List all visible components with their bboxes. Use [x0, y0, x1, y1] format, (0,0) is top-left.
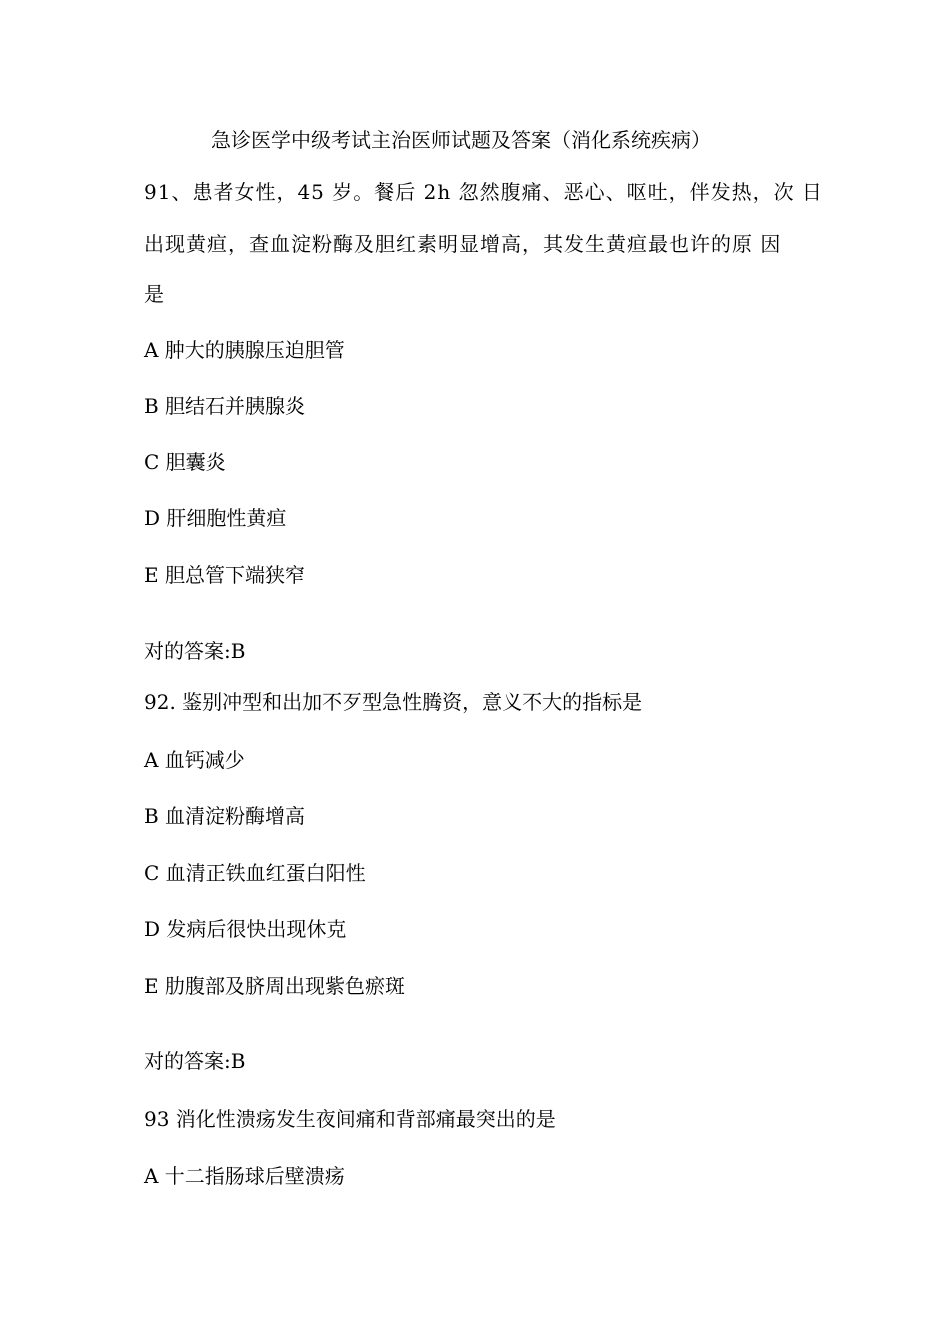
question-92-option-c: C 血清正铁血红蛋白阳性	[144, 861, 366, 885]
document-title: 急诊医学中级考试主治医师试题及答案（消化系统疾病）	[211, 128, 711, 152]
question-93-stem: 93 消化性溃疡发生夜间痛和背部痛最突出的是	[144, 1107, 556, 1131]
question-91-option-c: C 胆囊炎	[144, 450, 226, 474]
question-92-answer: 对的答案:B	[144, 1049, 246, 1073]
question-91-option-b: B 胆结石并胰腺炎	[144, 394, 306, 418]
question-91-option-e: E 胆总管下端狭窄	[144, 563, 305, 587]
question-92-stem: 92. 鉴别冲型和出加不歹型急性腾资，意义不大的指标是	[144, 690, 643, 714]
question-91-option-a: A 肿大的胰腺压迫胆管	[144, 338, 345, 362]
question-91-option-d: D 肝细胞性黄疸	[144, 506, 287, 530]
question-92-option-e: E 肋腹部及脐周出现紫色瘀斑	[144, 974, 405, 998]
question-91-stem-line-2: 出现黄疸，查血淀粉酶及胆红素明显增高，其发生黄疸最也许的原 因	[144, 232, 782, 256]
question-91-stem-line-3: 是	[144, 282, 164, 306]
question-93-option-a: A 十二指肠球后壁溃疡	[144, 1164, 345, 1188]
question-92-option-b: B 血清淀粉酶增高	[144, 804, 306, 828]
question-92-option-d: D 发病后很快出现休克	[144, 917, 347, 941]
question-92-option-a: A 血钙减少	[144, 748, 245, 772]
question-91-answer: 对的答案:B	[144, 639, 246, 663]
question-91-stem-line-1: 91、患者女性，45 岁。餐后 2h 忽然腹痛、恶心、呕吐，伴发热，次 日	[144, 180, 823, 204]
